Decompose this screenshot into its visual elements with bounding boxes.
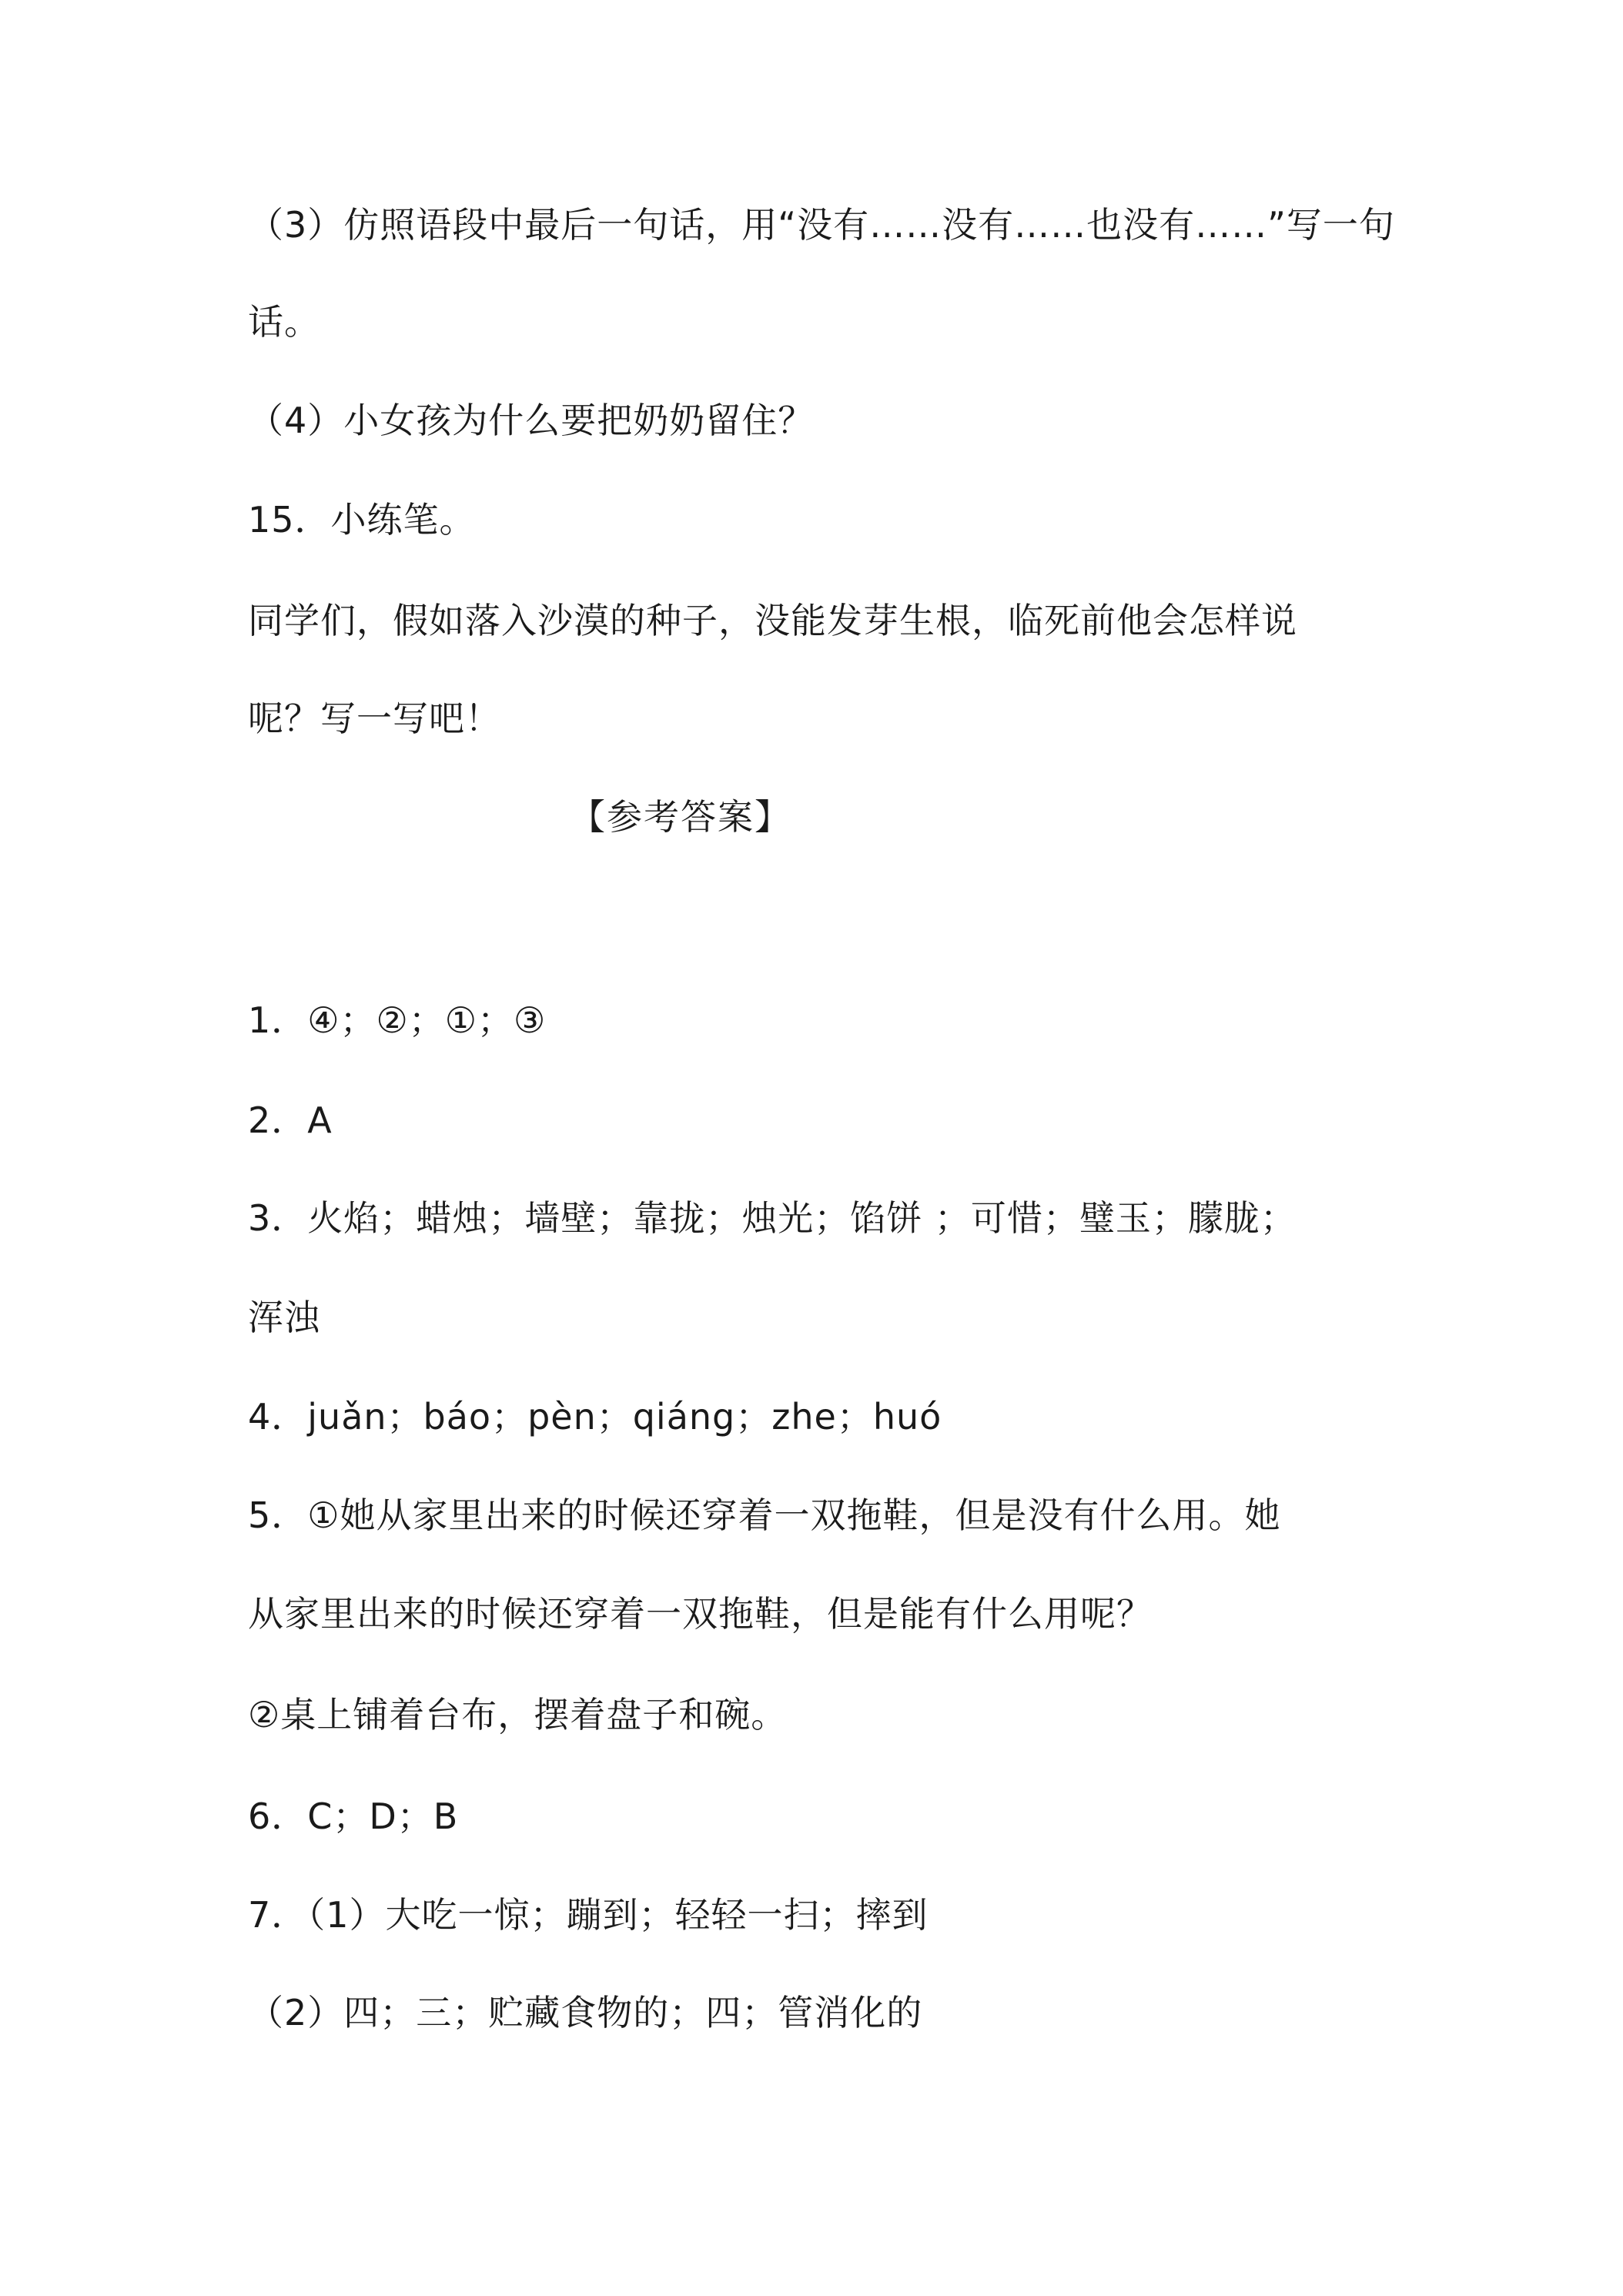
answer-7-2: （2）四；三；贮藏食物的；四；管消化的: [248, 1992, 923, 2033]
question-15-line-2: 呢？写一写吧！: [248, 698, 501, 739]
question-15-title: 15．小练笔。: [248, 499, 476, 541]
answer-7-1: 7．（1）大吃一惊；蹦到；轻轻一扫；摔到: [248, 1894, 929, 1936]
answer-3-line-1: 3．火焰；蜡烛；墙壁；靠拢；烛光；馅饼 ；可惜；璧玉；朦胧；: [248, 1197, 1297, 1239]
answer-4: 4．juǎn；báo；pèn；qiáng；zhe；huó: [248, 1396, 942, 1438]
answer-5-line-2: 从家里出来的时候还穿着一双拖鞋，但是能有什么用呢？: [248, 1593, 1153, 1635]
answers-heading: 【参考答案】: [570, 796, 791, 838]
question-15-line-1: 同学们，假如落入沙漠的种子，没能发芽生根，临死前他会怎样说: [248, 600, 1297, 641]
question-14-4: （4）小女孩为什么要把奶奶留住？: [248, 400, 815, 441]
question-14-3-line-1: （3）仿照语段中最后一句话，用“没有……没有……也没有……”写一句: [248, 204, 1395, 246]
answer-6: 6．C；D；B: [248, 1796, 459, 1837]
answer-2: 2．A: [248, 1099, 333, 1141]
answer-1: 1．④；②；①；③: [248, 999, 547, 1041]
answer-3-line-2: 浑浊: [248, 1297, 320, 1338]
answer-5-line-3: ②桌上铺着台布，摆着盘子和碗。: [248, 1694, 788, 1735]
question-14-3-line-2: 话。: [248, 301, 320, 343]
answer-5-line-1: 5．①她从家里出来的时候还穿着一双拖鞋，但是没有什么用。她: [248, 1494, 1281, 1536]
